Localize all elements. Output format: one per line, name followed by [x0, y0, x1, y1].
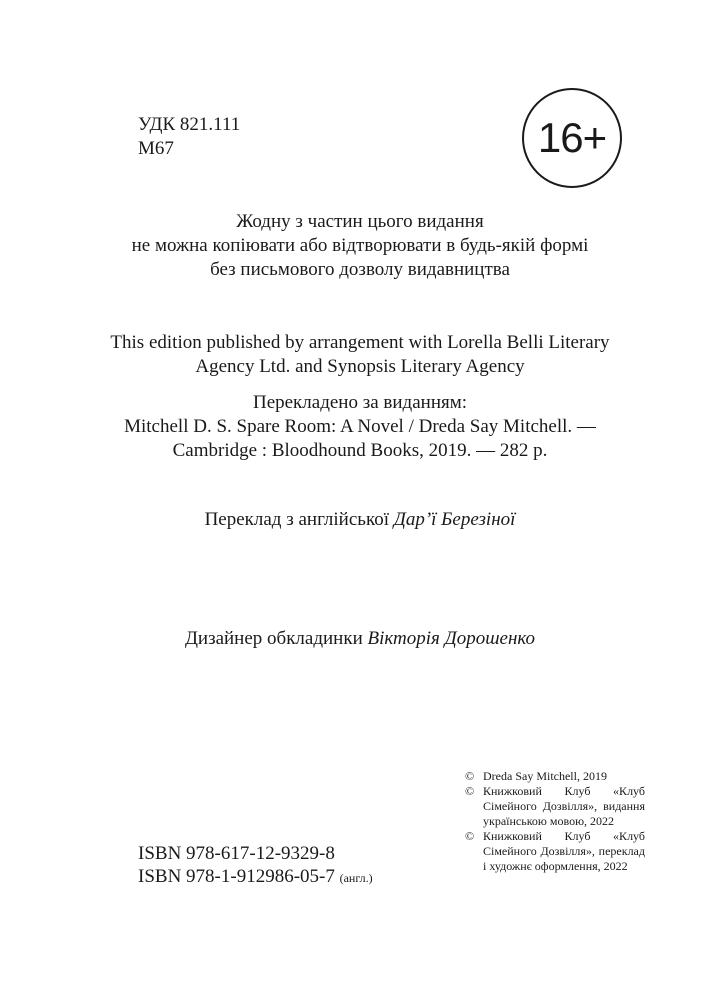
- copyright-text: Книжковий Клуб «Клуб Сімейного Дозвілля», видання українською мовою, 2022: [483, 784, 645, 828]
- translator-credit: [100, 508, 620, 532]
- copyright-symbol: ©: [465, 829, 475, 843]
- designer-prefix: Дизайнер обкладинки: [184, 628, 368, 649]
- isbn-ukrainian: ISBN 978-617-12-9329-8: [138, 843, 335, 864]
- copyright-block: [465, 769, 645, 874]
- original-edition-line: Перекладено за виданням:: [252, 392, 468, 413]
- udk-code: УДК 821.111: [138, 114, 241, 135]
- designer-name: Вікторія Дорошенко: [367, 628, 536, 649]
- designer-credit: [100, 627, 620, 651]
- original-edition-line: Mitchell D. S. Spare Room: A Novel / Dreda Say Mitchell. —: [124, 416, 596, 437]
- warning-line: Жодну з частин цього видання: [236, 211, 484, 232]
- translator-prefix: Переклад з англійської: [204, 509, 394, 530]
- copyright-text: Книжковий Клуб «Клуб Сімейного Дозвілля», переклад і художнє оформлення, 2022: [483, 829, 645, 873]
- edition-line: This edition published by arrangement with Lorella Belli Literary: [110, 332, 610, 353]
- original-edition-info: [100, 391, 620, 463]
- isbn-english: ISBN 978-1-912986-05-7: [138, 866, 335, 887]
- warning-line: без письмового дозволу видавництва: [210, 259, 510, 280]
- copyright-entry: [465, 784, 645, 829]
- isbn-english-note: (англ.): [339, 871, 373, 885]
- translator-name: Дар’ї Березіної: [393, 509, 516, 530]
- copyright-entry: [465, 829, 645, 874]
- age-rating-badge: [522, 88, 622, 188]
- copyright-symbol: ©: [465, 784, 475, 798]
- edition-line: Agency Ltd. and Synopsis Literary Agency: [195, 356, 525, 377]
- author-code: М67: [138, 138, 174, 159]
- isbn-english-line: [138, 865, 373, 890]
- copyright-text: Dreda Say Mitchell, 2019: [483, 769, 607, 783]
- copy-warning: [100, 210, 620, 282]
- isbn-block: [138, 842, 373, 890]
- copyright-symbol: ©: [465, 769, 475, 783]
- age-rating-label: 16+: [537, 114, 607, 161]
- original-edition-line: Cambridge : Bloodhound Books, 2019. — 282 p.: [172, 440, 548, 461]
- copyright-entry: [465, 769, 645, 784]
- edition-note: [100, 331, 620, 379]
- warning-line: не можна копіювати або відтворювати в будь-якій формі: [131, 235, 589, 256]
- udk-block: [138, 113, 240, 161]
